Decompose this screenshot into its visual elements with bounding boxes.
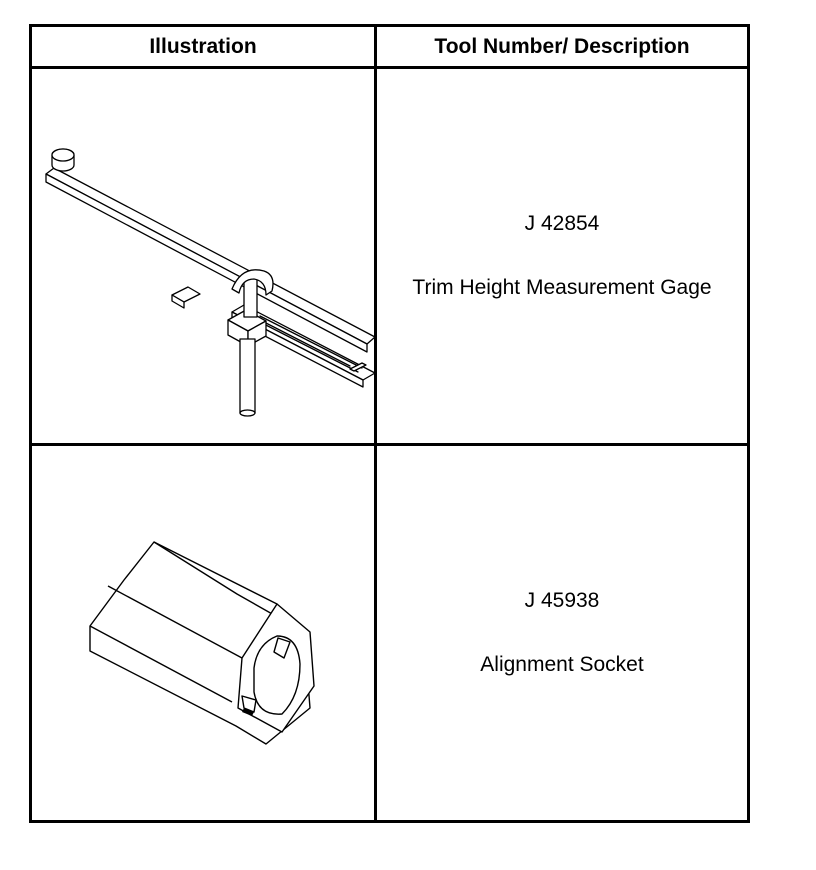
- illustration-cell: [31, 68, 376, 445]
- table-header-row: [31, 26, 749, 68]
- description-cell: [376, 445, 749, 822]
- tool-name: Alignment Socket: [480, 653, 644, 676]
- table-row: [31, 68, 749, 445]
- tool-number: J 42854: [524, 212, 600, 235]
- header-tool-description: Tool Number/ Description: [376, 26, 749, 68]
- tool-table: [29, 24, 750, 823]
- trim-height-gage-icon: [32, 69, 377, 443]
- tool-number: J 45938: [524, 589, 600, 612]
- illustration-cell: [31, 445, 376, 822]
- alignment-socket-icon: [32, 446, 377, 820]
- tool-name: Trim Height Measurement Gage: [412, 276, 712, 299]
- table-row: [31, 445, 749, 822]
- description-cell: [376, 68, 749, 445]
- header-illustration: Illustration: [31, 26, 376, 68]
